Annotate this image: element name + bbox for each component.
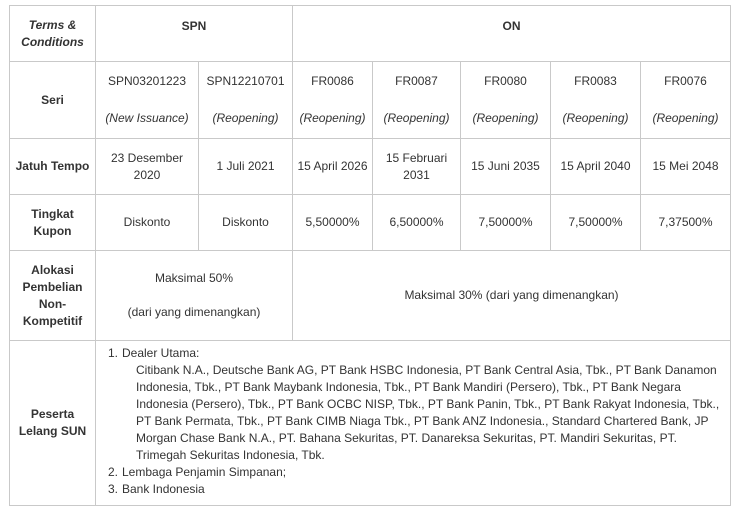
series-code: SPN12210701 — [206, 74, 285, 88]
series-code: FR0086 — [311, 74, 354, 88]
series-type: (Reopening) — [212, 111, 279, 125]
spn-header: SPN — [96, 6, 293, 62]
terms-conditions-header: Terms & Conditions — [10, 6, 96, 62]
seri-cell — [96, 62, 199, 139]
list-item: 3. Bank Indonesia — [108, 482, 205, 496]
seri-cell — [461, 62, 551, 139]
alokasi-label: Alokasi Pembelian Non-Kompetitif — [10, 251, 96, 341]
coupon-cell: 6,50000% — [373, 195, 461, 251]
alokasi-row — [10, 251, 731, 341]
series-code: SPN03201223 — [107, 74, 187, 88]
alokasi-spn-max: Maksimal 50% — [154, 271, 234, 285]
alokasi-spn-cell — [96, 251, 293, 341]
maturity-cell: 15 April 2026 — [293, 139, 373, 195]
maturity-cell: 15 April 2040 — [551, 139, 641, 195]
series-type: (Reopening) — [383, 111, 450, 125]
series-type: (Reopening) — [562, 111, 629, 125]
series-code: FR0076 — [664, 74, 707, 88]
dealer-banks-text: Citibank N.A., Deutsche Bank AG, PT Bank HSBC Indonesia, PT Bank Central Asia, Tbk., PT Bank Danamon Indonesia, Tbk., PT Bank Maybank Indonesia, Tbk., PT Bank Mandiri (Persero), Tbk., PT Bank Negara Indonesia (Persero), Tbk., PT Bank OCBC NISP, Tbk., PT Bank Panin, Tbk., PT Bank Rakyat Indonesia, Tbk., PT Bank Permata, Tbk., PT Bank CIMB Niaga Tbk., PT Bank ANZ Indonesia., Standard Chartered Bank, JP Morgan Chase Bank N.A., PT. Bahana Sekuritas, PT. Danareksa Sekuritas, PT. Mandiri Sekuritas, PT. Trimegah Sekuritas Indonesia, Tbk. — [136, 363, 720, 462]
header-row — [10, 6, 731, 62]
series-code: FR0080 — [484, 74, 527, 88]
maturity-cell: 15 Juni 2035 — [461, 139, 551, 195]
maturity-cell: 1 Juli 2021 — [199, 139, 293, 195]
coupon-cell: 7,37500% — [641, 195, 731, 251]
coupon-cell: 7,50000% — [551, 195, 641, 251]
alokasi-spn-note: (dari yang dimenangkan) — [127, 305, 261, 319]
coupon-cell: Diskonto — [199, 195, 293, 251]
series-type: (New Issuance) — [105, 111, 189, 125]
alokasi-on-cell: Maksimal 30% (dari yang dimenangkan) — [293, 251, 731, 341]
peserta-cell — [96, 341, 731, 506]
jatuh-tempo-label: Jatuh Tempo — [10, 139, 96, 195]
peserta-list — [108, 345, 722, 498]
tingkat-kupon-row — [10, 195, 731, 251]
series-type: (Reopening) — [652, 111, 719, 125]
terms-table — [9, 5, 731, 506]
series-type: (Reopening) — [472, 111, 539, 125]
series-code: FR0083 — [574, 74, 617, 88]
seri-label: Seri — [10, 62, 96, 139]
coupon-cell: Diskonto — [96, 195, 199, 251]
list-item: 1. Dealer Utama: Citibank N.A., Deutsche Bank AG, PT Bank HSBC Indonesia, PT Bank Central Asia, Tbk., PT Bank Danamon Indonesia, Tbk., PT Bank Maybank Indonesia, Tbk., PT Bank Mandiri (Persero), Tbk., PT Bank Negara Indonesia (Persero), Tbk., PT Bank OCBC NISP, Tbk., PT Bank Panin, Tbk., PT Bank Rakyat Indonesia, Tbk., PT Bank Permata, Tbk., PT Bank CIMB Niaga Tbk., PT Bank ANZ Indonesia., Standard Chartered Bank, JP Morgan Chase Bank N.A., PT. Bahana Sekuritas, PT. Danareksa Sekuritas, PT. Mandiri Sekuritas, PT. Trimegah Sekuritas Indonesia, Tbk. — [122, 345, 722, 464]
peserta-row — [10, 341, 731, 506]
seri-cell — [373, 62, 461, 139]
on-header: ON — [293, 6, 731, 62]
seri-cell — [199, 62, 293, 139]
seri-cell — [641, 62, 731, 139]
tingkat-kupon-label: Tingkat Kupon — [10, 195, 96, 251]
maturity-cell: 15 Mei 2048 — [641, 139, 731, 195]
seri-cell — [293, 62, 373, 139]
list-item: 2. Lembaga Penjamin Simpanan; — [108, 465, 287, 479]
peserta-label: Peserta Lelang SUN — [10, 341, 96, 506]
series-type: (Reopening) — [299, 111, 366, 125]
jatuh-tempo-row — [10, 139, 731, 195]
maturity-cell: 23 Desember 2020 — [96, 139, 199, 195]
seri-cell — [551, 62, 641, 139]
coupon-cell: 7,50000% — [461, 195, 551, 251]
coupon-cell: 5,50000% — [293, 195, 373, 251]
seri-row — [10, 62, 731, 139]
maturity-cell: 15 Februari 2031 — [373, 139, 461, 195]
series-code: FR0087 — [395, 74, 438, 88]
